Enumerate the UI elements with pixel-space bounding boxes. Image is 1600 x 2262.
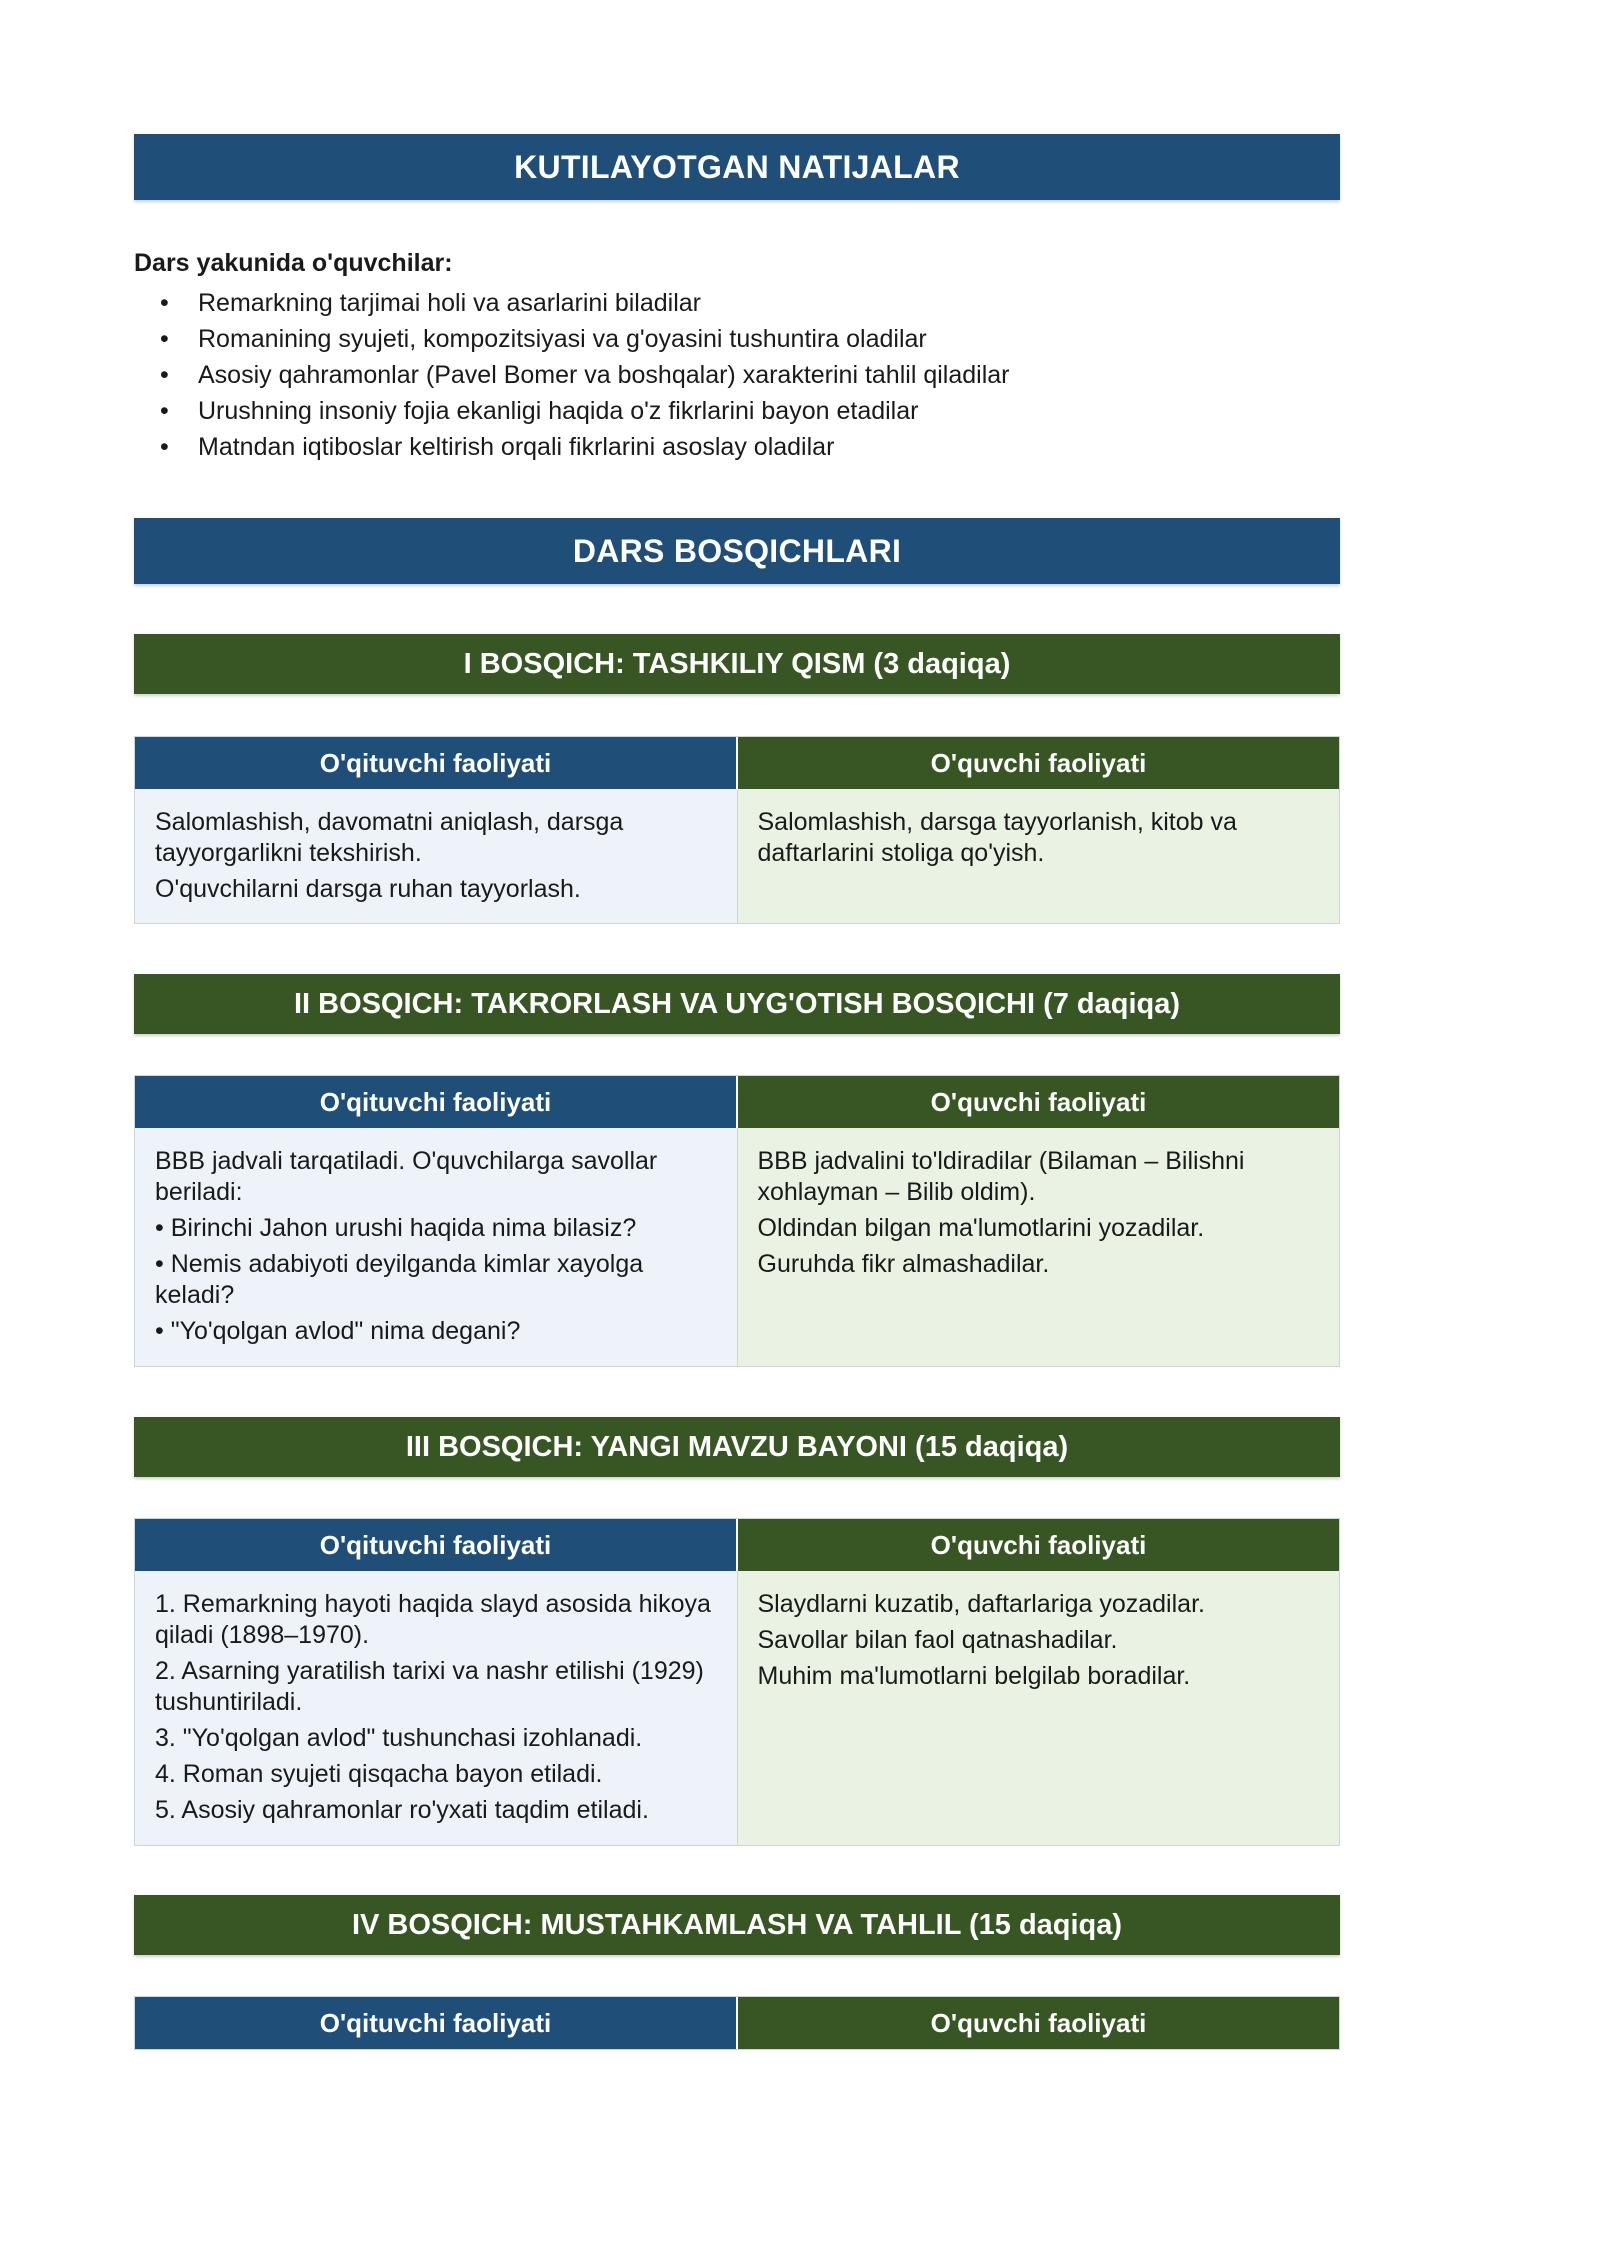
table-row xyxy=(135,1128,1339,1366)
stage-2-heading: II BOSQICH: TAKRORLASH VA UYG'OTISH BOSQICHI (7 daqiqa) xyxy=(134,974,1340,1034)
table-header-row xyxy=(135,1519,1339,1571)
stage-2-table xyxy=(134,1075,1340,1367)
table-header-row xyxy=(135,1997,1339,2049)
student-activity-header: O'quvchi faoliyati xyxy=(736,737,1339,789)
outcomes-lead: Dars yakunida o'quvchilar: xyxy=(134,249,453,277)
stage-4-heading: IV BOSQICH: MUSTAHKAMLASH VA TAHLIL (15 daqiqa) xyxy=(134,1895,1340,1955)
results-heading: KUTILAYOTGAN NATIJALAR xyxy=(134,134,1340,200)
teacher-activity-header: O'qituvchi faoliyati xyxy=(135,737,736,789)
student-activity-header: O'quvchi faoliyati xyxy=(736,1076,1339,1128)
teacher-activity-header: O'qituvchi faoliyati xyxy=(135,1519,736,1571)
teacher-activity-header: O'qituvchi faoliyati xyxy=(135,1997,736,2049)
student-activity-cell: Salomlashish, darsga tayyorlanish, kitob va daftarlarini stoliga qo'yish. xyxy=(737,789,1340,923)
table-header-row xyxy=(135,737,1339,789)
student-activity-header: O'quvchi faoliyati xyxy=(736,1997,1339,2049)
student-activity-cell: Slaydlarni kuzatib, daftarlariga yozadilar. Savollar bilan faol qatnashadilar. Muhim ma'lumotlarni belgilab boradilar. xyxy=(737,1571,1340,1845)
table-row xyxy=(135,789,1339,923)
bullet-icon: • xyxy=(160,361,169,389)
stages-heading: DARS BOSQICHLARI xyxy=(134,518,1340,584)
outcome-item: • Urushning insoniy fojia ekanligi haqida o'z fikrlarini bayon etadilar xyxy=(134,393,1340,429)
bullet-icon: • xyxy=(160,433,169,461)
teacher-activity-cell: BBB jadvali tarqatiladi. O'quvchilarga savollar beriladi: • Birinchi Jahon urushi haqida nima bilasiz? • Nemis adabiyoti deyilganda kimlar xayolga keladi? • "Yo'qolgan avlod" nima degani? xyxy=(135,1128,737,1366)
bullet-icon: • xyxy=(160,325,169,353)
bullet-icon: • xyxy=(160,397,169,425)
stage-3-heading: III BOSQICH: YANGI MAVZU BAYONI (15 daqiqa) xyxy=(134,1417,1340,1477)
teacher-activity-cell: 1. Remarkning hayoti haqida slayd asosida hikoya qiladi (1898–1970). 2. Asarning yaratilish tarixi va nashr etilishi (1929) tushuntiriladi. 3. "Yo'qolgan avlod" tushunchasi izohlanadi. 4. Roman syujeti qisqacha bayon etiladi. 5. Asosiy qahramonlar ro'yxati taqdim etiladi. xyxy=(135,1571,737,1845)
student-activity-cell: BBB jadvalini to'ldiradilar (Bilaman – Bilishni xohlayman – Bilib oldim). Oldindan bilgan ma'lumotlarini yozadilar. Guruhda fikr almashadilar. xyxy=(737,1128,1340,1366)
stage-1-heading: I BOSQICH: TASHKILIY QISM (3 daqiqa) xyxy=(134,634,1340,694)
bullet-icon: • xyxy=(160,289,169,317)
stage-3-table xyxy=(134,1518,1340,1846)
outcome-item: • Matndan iqtiboslar keltirish orqali fikrlarini asoslay oladilar xyxy=(134,429,1340,465)
table-header-row xyxy=(135,1076,1339,1128)
outcome-item: • Remarkning tarjimai holi va asarlarini biladilar xyxy=(134,285,1340,321)
outcomes-list xyxy=(134,285,1340,465)
stage-4-table xyxy=(134,1996,1340,2050)
outcome-item: • Romanining syujeti, kompozitsiyasi va g'oyasini tushuntira oladilar xyxy=(134,321,1340,357)
outcomes-section xyxy=(134,247,1340,465)
teacher-activity-cell: Salomlashish, davomatni aniqlash, darsga tayyorgarlikni tekshirish. O'quvchilarni darsga ruhan tayyorlash. xyxy=(135,789,737,923)
outcome-item: • Asosiy qahramonlar (Pavel Bomer va boshqalar) xarakterini tahlil qiladilar xyxy=(134,357,1340,393)
table-row xyxy=(135,1571,1339,1845)
stage-1-table xyxy=(134,736,1340,924)
teacher-activity-header: O'qituvchi faoliyati xyxy=(135,1076,736,1128)
student-activity-header: O'quvchi faoliyati xyxy=(736,1519,1339,1571)
